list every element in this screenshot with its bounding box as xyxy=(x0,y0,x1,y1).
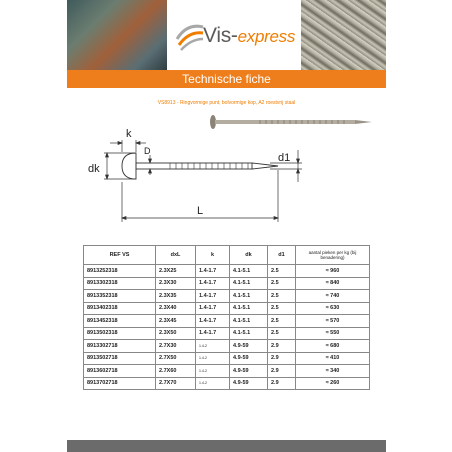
cell-k: 1.4-2 xyxy=(196,365,230,378)
cell-dk: 4.1-5.1 xyxy=(230,277,268,290)
cell-dxl: 2.3X30 xyxy=(156,277,196,290)
cell-dk: 4.9-59 xyxy=(230,365,268,378)
cell-ref: 8913402318 xyxy=(84,302,156,315)
specifications-table xyxy=(83,245,370,390)
table-row xyxy=(84,277,370,290)
cell-k: 1.4-1.7 xyxy=(196,277,230,290)
header-dxl: dxL xyxy=(156,246,196,265)
cell-k: 1.4-2 xyxy=(196,340,230,353)
cell-k: 1.4-1.7 xyxy=(196,265,230,278)
label-L: L xyxy=(197,205,204,217)
cell-ref: 8913602718 xyxy=(84,365,156,378)
cell-qty: ≈ 260 xyxy=(296,377,370,390)
cell-dk: 4.1-5.1 xyxy=(230,265,268,278)
table-header-row xyxy=(84,246,370,265)
cell-dxl: 2.7X70 xyxy=(156,377,196,390)
cell-dxl: 2.3X40 xyxy=(156,302,196,315)
brand-name xyxy=(203,24,295,48)
cell-dxl: 2.7X60 xyxy=(156,365,196,378)
cell-dxl: 2.3X25 xyxy=(156,265,196,278)
workshop-photo xyxy=(67,0,167,70)
cell-d1: 2.5 xyxy=(268,315,296,328)
cell-d1: 2.9 xyxy=(268,365,296,378)
cell-qty: ≈ 340 xyxy=(296,365,370,378)
header-dk: dk xyxy=(230,246,268,265)
cell-ref: 8913452318 xyxy=(84,315,156,328)
cell-dk: 4.9-59 xyxy=(230,340,268,353)
cell-dk: 4.1-5.1 xyxy=(230,302,268,315)
table-row xyxy=(84,315,370,328)
cell-ref: 8913502318 xyxy=(84,327,156,340)
cell-ref: 8913702718 xyxy=(84,377,156,390)
cell-dxl: 2.7X50 xyxy=(156,352,196,365)
cell-k: 1.4-1.7 xyxy=(196,327,230,340)
cell-qty: ≈ 680 xyxy=(296,340,370,353)
cell-dxl: 2.3X45 xyxy=(156,315,196,328)
cell-k: 1.4-2 xyxy=(196,352,230,365)
cell-qty: ≈ 410 xyxy=(296,352,370,365)
brand-accent: express xyxy=(237,27,296,46)
cell-qty: ≈ 630 xyxy=(296,302,370,315)
page-title: Technische fiche xyxy=(67,70,386,88)
product-subtitle: VS8913 - Ringvormige punt, bolvormige kop, A2 roestvrij staal xyxy=(157,100,296,106)
cell-d1: 2.5 xyxy=(268,290,296,303)
nail-technical-drawing xyxy=(0,110,452,230)
cell-k: 1.4-2 xyxy=(196,377,230,390)
footer-bar xyxy=(67,440,386,452)
cell-ref: 8913302718 xyxy=(84,340,156,353)
label-d1: d1 xyxy=(278,152,291,164)
table-row xyxy=(84,302,370,315)
cell-qty: ≈ 570 xyxy=(296,315,370,328)
cell-d1: 2.9 xyxy=(268,340,296,353)
table-row xyxy=(84,290,370,303)
cell-ref: 8913302318 xyxy=(84,277,156,290)
header-d1: d1 xyxy=(268,246,296,265)
nail-photo xyxy=(210,115,372,129)
table-row xyxy=(84,365,370,378)
table-row xyxy=(84,352,370,365)
cell-d1: 2.5 xyxy=(268,265,296,278)
label-k: k xyxy=(126,128,132,140)
cell-k: 1.4-1.7 xyxy=(196,290,230,303)
cell-qty: ≈ 960 xyxy=(296,265,370,278)
brand-main: Vis- xyxy=(203,24,238,47)
cell-d1: 2.5 xyxy=(268,277,296,290)
cell-d1: 2.9 xyxy=(268,377,296,390)
cell-k: 1.4-1.7 xyxy=(196,302,230,315)
screws-photo xyxy=(301,0,386,70)
cell-dk: 4.9-59 xyxy=(230,377,268,390)
table-row xyxy=(84,265,370,278)
cell-ref: 8913502718 xyxy=(84,352,156,365)
header-quantity: aantal pieken per kg (bij benadering) xyxy=(296,246,370,265)
table-row xyxy=(84,340,370,353)
label-D: D xyxy=(144,146,151,156)
cell-dk: 4.9-59 xyxy=(230,352,268,365)
nail-line-drawing xyxy=(122,153,278,179)
cell-dk: 4.1-5.1 xyxy=(230,327,268,340)
cell-qty: ≈ 840 xyxy=(296,277,370,290)
cell-ref: 8913252318 xyxy=(84,265,156,278)
cell-dxl: 2.3X35 xyxy=(156,290,196,303)
header-k: k xyxy=(196,246,230,265)
cell-d1: 2.5 xyxy=(268,327,296,340)
cell-dxl: 2.3X50 xyxy=(156,327,196,340)
table-row xyxy=(84,377,370,390)
cell-qty: ≈ 740 xyxy=(296,290,370,303)
cell-dk: 4.1-5.1 xyxy=(230,290,268,303)
header-ref: REF VS xyxy=(84,246,156,265)
header-banner xyxy=(67,0,386,70)
cell-d1: 2.9 xyxy=(268,352,296,365)
cell-d1: 2.5 xyxy=(268,302,296,315)
cell-qty: ≈ 550 xyxy=(296,327,370,340)
cell-ref: 8913352318 xyxy=(84,290,156,303)
table-row xyxy=(84,327,370,340)
cell-dk: 4.1-5.1 xyxy=(230,315,268,328)
label-dk: dk xyxy=(88,163,100,175)
cell-dxl: 2.7X30 xyxy=(156,340,196,353)
cell-k: 1.4-1.7 xyxy=(196,315,230,328)
